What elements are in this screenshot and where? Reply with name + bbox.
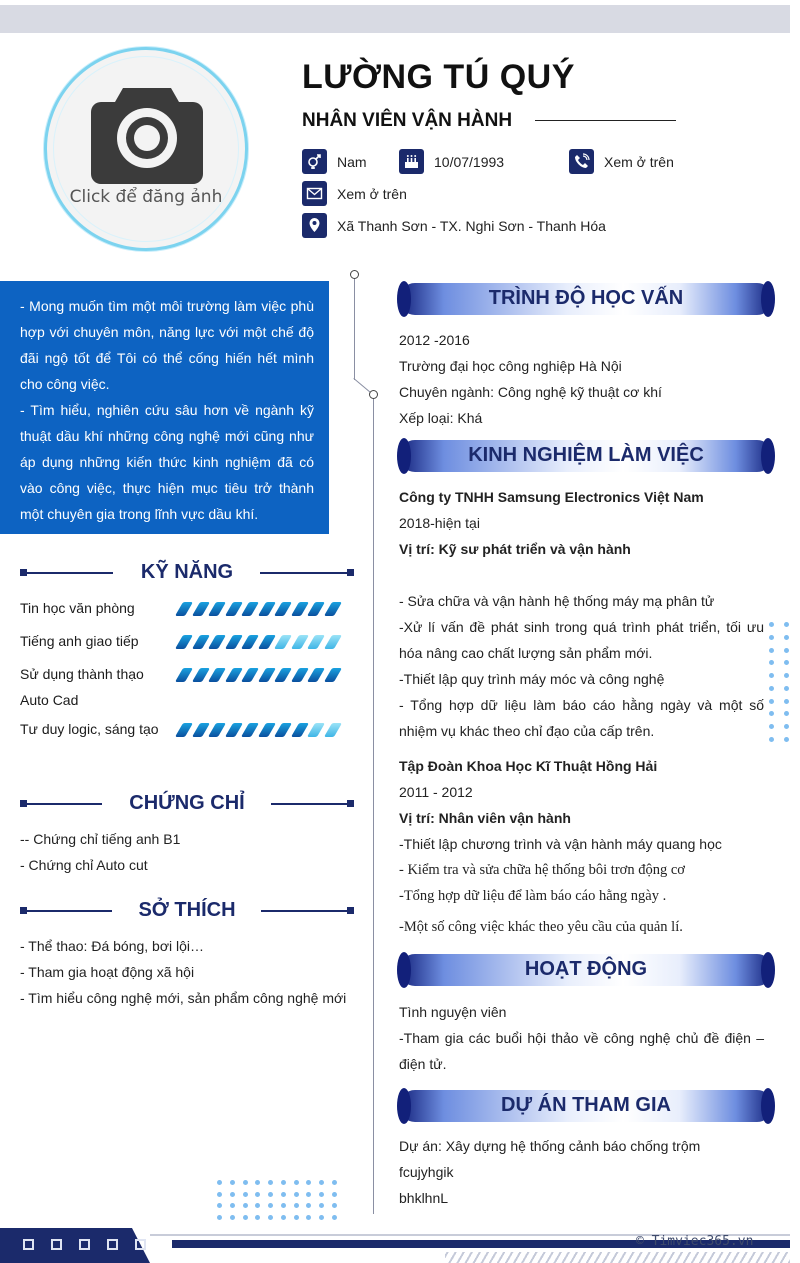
address-value: Xã Thanh Sơn - TX. Nghi Sơn - Thanh Hóa <box>337 217 606 234</box>
skill-stripe-empty <box>323 635 341 649</box>
decor-dot <box>769 648 774 653</box>
skill-stripe-filled <box>290 602 308 616</box>
decor-dot <box>769 635 774 640</box>
job-task: -Xử lí vấn đề phát sinh trong quá trình phát triển, tối ưu hóa nâng cao chất lượng sản phẩm mới. <box>399 619 764 661</box>
decor-dot <box>784 660 789 665</box>
career-objective <box>0 281 329 534</box>
footer-square <box>135 1239 146 1250</box>
gender-icon <box>302 149 327 174</box>
education-line: Chuyên ngành: Công nghệ kỹ thuật cơ khí <box>399 384 662 400</box>
decor-dot <box>769 686 774 691</box>
timeline-node <box>350 270 359 279</box>
camera-icon <box>91 80 203 184</box>
skills-heading <box>20 561 354 585</box>
skill-label: Sử dụng thành thạo Auto Cad <box>20 666 144 708</box>
skill-label: Tư duy logic, sáng tạo <box>20 721 159 737</box>
decor-dot <box>294 1203 299 1208</box>
footer-square <box>23 1239 34 1250</box>
gender-value: Nam <box>337 153 367 170</box>
skill-stripe-filled <box>290 723 308 737</box>
education-heading <box>399 281 773 317</box>
decor-dot <box>784 686 789 691</box>
skill-row <box>20 661 350 713</box>
decor-dot <box>784 699 789 704</box>
decor-dot <box>230 1192 235 1197</box>
decor-dot <box>784 724 789 729</box>
activities-title: HOẠT ĐỘNG <box>524 958 648 980</box>
decor-dot <box>281 1180 286 1185</box>
skill-stripe-filled <box>208 602 226 616</box>
skill-stripe-empty <box>307 635 325 649</box>
skill-stripe-filled <box>175 723 193 737</box>
projects-details <box>399 1133 764 1211</box>
job-entry <box>399 753 764 940</box>
skill-row <box>20 595 350 621</box>
project-line: bhklhnL <box>399 1190 449 1206</box>
decor-dot <box>255 1203 260 1208</box>
projects-heading <box>399 1088 773 1124</box>
skill-stripe-filled <box>257 635 275 649</box>
decor-dot <box>306 1203 311 1208</box>
skill-label: Tiếng anh giao tiếp <box>20 633 139 649</box>
decor-dot <box>255 1180 260 1185</box>
decor-dot <box>243 1215 248 1220</box>
decor-dot <box>255 1215 260 1220</box>
job-task: - Kiểm tra và sửa chữa hệ thống bôi trơn động cơ <box>399 862 685 878</box>
decor-dot <box>784 737 789 742</box>
job-position: Vị trí: Kỹ sư phát triển và vận hành <box>399 541 631 557</box>
skill-stripe-filled <box>274 723 292 737</box>
decor-dot <box>306 1215 311 1220</box>
decor-dot <box>281 1203 286 1208</box>
decor-dot <box>769 737 774 742</box>
skill-stripe-filled <box>241 602 259 616</box>
skill-stripe-filled <box>257 668 275 682</box>
company-name: Công ty TNHH Samsung Electronics Việt Nam <box>399 489 704 505</box>
address-info <box>302 213 606 238</box>
footer-square <box>107 1239 118 1250</box>
skill-stripe-filled <box>241 635 259 649</box>
decor-dot <box>319 1192 324 1197</box>
skill-stripe-filled <box>208 668 226 682</box>
decor-dot <box>268 1203 273 1208</box>
activities-details <box>399 999 764 1077</box>
phone-value: Xem ở trên <box>604 153 674 170</box>
decor-dot <box>306 1192 311 1197</box>
certificate-item: - Chứng chỉ Auto cut <box>20 857 148 873</box>
experience-title: KINH NGHIỆM LÀM VIỆC <box>468 444 704 466</box>
dot-grid <box>217 1180 337 1220</box>
decor-dot <box>319 1215 324 1220</box>
decor-dot <box>217 1192 222 1197</box>
gender-info <box>302 149 367 174</box>
decor-dot <box>769 622 774 627</box>
decor-dot <box>268 1192 273 1197</box>
skill-label: Tin học văn phòng <box>20 600 135 616</box>
decor-dot <box>281 1192 286 1197</box>
hobby-item: - Thể thao: Đá bóng, bơi lội… <box>20 938 205 954</box>
skill-stripe-filled <box>175 602 193 616</box>
email-info <box>302 181 407 206</box>
skill-stripe-empty <box>323 723 341 737</box>
decor-dot <box>294 1192 299 1197</box>
job-task: -Tổng hợp dữ liệu để làm báo cáo hằng ngày . <box>399 888 667 904</box>
title-underline <box>535 120 676 121</box>
decor-dot <box>243 1192 248 1197</box>
skill-row <box>20 716 350 742</box>
decor-dot <box>306 1180 311 1185</box>
skill-stripe-filled <box>208 723 226 737</box>
job-task: - Sửa chữa và vận hành hệ thống máy mạ phân tử <box>399 593 715 609</box>
activity-line: -Tham gia các buổi hội thảo về công nghệ chủ đề điện – điện tử. <box>399 1030 764 1072</box>
decor-dot <box>319 1180 324 1185</box>
project-line: fcujyhgik <box>399 1164 454 1180</box>
hobby-item: - Tham gia hoạt động xã hội <box>20 964 195 980</box>
decor-dot <box>230 1203 235 1208</box>
top-band <box>0 5 790 33</box>
skill-stripe-filled <box>274 602 292 616</box>
decor-dot <box>268 1180 273 1185</box>
decor-dot <box>769 711 774 716</box>
activities-heading <box>399 952 773 988</box>
skill-bar <box>175 668 345 682</box>
job-task: -Thiết lập chương trình và vận hành máy quang học <box>399 836 722 852</box>
skill-stripe-filled <box>191 723 209 737</box>
education-line: Trường đại học công nghiệp Hà Nội <box>399 358 622 374</box>
company-name: Tập Đoàn Khoa Học Kĩ Thuật Hồng Hải <box>399 758 658 774</box>
education-line: Xếp loại: Khá <box>399 410 483 426</box>
skill-stripe-filled <box>307 668 325 682</box>
decor-dot <box>769 724 774 729</box>
skill-stripe-filled <box>175 668 193 682</box>
skill-bar <box>175 635 345 649</box>
job-task: -Thiết lập quy trình máy móc và công nghệ <box>399 671 665 687</box>
hobbies-title: SỞ THÍCH <box>138 899 236 921</box>
job-title: NHÂN VIÊN VẬN HÀNH <box>302 110 513 131</box>
birthday-info <box>399 149 504 174</box>
decor-dot <box>784 673 789 678</box>
job-period: 2011 - 2012 <box>399 784 473 800</box>
decor-dot <box>784 635 789 640</box>
footer-brand: © Timviec365.vn <box>636 1234 754 1249</box>
projects-title: DỰ ÁN THAM GIA <box>501 1094 671 1116</box>
skill-stripe-filled <box>274 668 292 682</box>
footer-square <box>79 1239 90 1250</box>
skill-stripe-filled <box>224 602 242 616</box>
footer <box>0 1228 790 1263</box>
full-name: LƯỜNG TÚ QUÝ <box>302 58 575 96</box>
spacer <box>399 562 764 588</box>
mail-icon <box>302 181 327 206</box>
avatar-upload[interactable] <box>44 47 248 251</box>
job-task: -Một số công việc khác theo yêu cầu của quản lí. <box>399 919 683 935</box>
decor-dot <box>332 1180 337 1185</box>
skill-stripe-filled <box>224 668 242 682</box>
skill-stripe-filled <box>241 668 259 682</box>
phone-icon <box>569 149 594 174</box>
job-task: - Tổng hợp dữ liệu làm báo cáo hằng ngày và một số nhiệm vụ khác theo chỉ đạo của cấp trên. <box>399 697 764 739</box>
skill-stripe-filled <box>257 723 275 737</box>
education-title: TRÌNH ĐỘ HỌC VẤN <box>488 287 684 309</box>
decor-dot <box>255 1192 260 1197</box>
timeline-node <box>369 390 378 399</box>
decor-dot <box>230 1215 235 1220</box>
location-icon <box>302 213 327 238</box>
decor-dot <box>281 1215 286 1220</box>
skill-stripe-empty <box>290 635 308 649</box>
decor-dot <box>769 699 774 704</box>
skill-stripe-filled <box>191 602 209 616</box>
decor-dot <box>230 1180 235 1185</box>
decor-dot <box>784 711 789 716</box>
education-details <box>399 327 764 431</box>
decor-dot <box>769 660 774 665</box>
timeline-line <box>354 275 355 380</box>
skill-stripe-filled <box>175 635 193 649</box>
skill-stripe-filled <box>307 602 325 616</box>
decor-dot <box>332 1215 337 1220</box>
decor-dot <box>769 673 774 678</box>
birthday-value: 10/07/1993 <box>434 153 505 170</box>
decor-dot <box>217 1215 222 1220</box>
education-line: 2012 -2016 <box>399 332 470 348</box>
skill-stripe-filled <box>241 723 259 737</box>
decor-dot <box>332 1192 337 1197</box>
decor-dot <box>243 1180 248 1185</box>
footer-hatch <box>445 1252 790 1263</box>
timeline-line <box>373 392 374 1214</box>
decor-dot <box>217 1203 222 1208</box>
phone-info <box>569 149 674 174</box>
skill-stripe-filled <box>257 602 275 616</box>
decor-dot <box>784 622 789 627</box>
certificates-title: CHỨNG CHỈ <box>129 792 245 814</box>
skill-stripe-filled <box>224 723 242 737</box>
decor-dot <box>784 648 789 653</box>
skill-bar <box>175 602 345 616</box>
skill-stripe-filled <box>191 635 209 649</box>
decor-dot <box>319 1203 324 1208</box>
job-entry <box>399 484 764 744</box>
skill-stripe-filled <box>208 635 226 649</box>
skill-stripe-filled <box>323 602 341 616</box>
email-value: Xem ở trên <box>337 185 407 202</box>
skill-bar <box>175 723 345 737</box>
footer-square <box>51 1239 62 1250</box>
decor-dot <box>268 1215 273 1220</box>
decor-dot <box>294 1215 299 1220</box>
hobbies-heading <box>20 899 354 923</box>
decor-dot <box>332 1203 337 1208</box>
decor-dot <box>217 1180 222 1185</box>
decor-dot <box>243 1203 248 1208</box>
experience-heading <box>399 438 773 474</box>
skill-row <box>20 628 350 654</box>
skill-stripe-filled <box>191 668 209 682</box>
certificate-item: -- Chứng chỉ tiếng anh B1 <box>20 831 181 847</box>
activity-line: Tình nguyện viên <box>399 1004 507 1020</box>
objective-line: - Mong muốn tìm một môi trường làm việc phù hợp với chuyên môn, năng lực với một chế độ đãi ngộ tốt để Tôi có thể cống hiến hết mình cho công việc. <box>20 298 314 392</box>
job-period: 2018-hiện tại <box>399 515 480 531</box>
objective-line: - Tìm hiểu, nghiên cứu sâu hơn về ngành kỹ thuật dầu khí những công nghệ mới cũng như áp dụng những kiến thức kinh nghiệm đã có vào công việc, thực hiện mục tiêu trở thành một chuyên gia trong lĩnh vực dầu khí. <box>20 402 314 522</box>
skill-stripe-empty <box>274 635 292 649</box>
skill-stripe-filled <box>323 668 341 682</box>
cake-icon <box>399 149 424 174</box>
skill-stripe-filled <box>290 668 308 682</box>
skill-stripe-empty <box>307 723 325 737</box>
hobby-item: - Tìm hiểu công nghệ mới, sản phẩm công nghệ mới <box>20 990 347 1006</box>
project-line: Dự án: Xây dựng hệ thống cảnh báo chống trộm <box>399 1138 701 1154</box>
dot-grid <box>769 622 789 742</box>
job-position: Vị trí: Nhân viên vận hành <box>399 810 571 826</box>
decor-dot <box>294 1180 299 1185</box>
certificates-heading <box>20 792 354 816</box>
skills-title: KỸ NĂNG <box>140 561 234 583</box>
skill-stripe-filled <box>224 635 242 649</box>
avatar-label: Click để đăng ảnh <box>69 187 223 207</box>
